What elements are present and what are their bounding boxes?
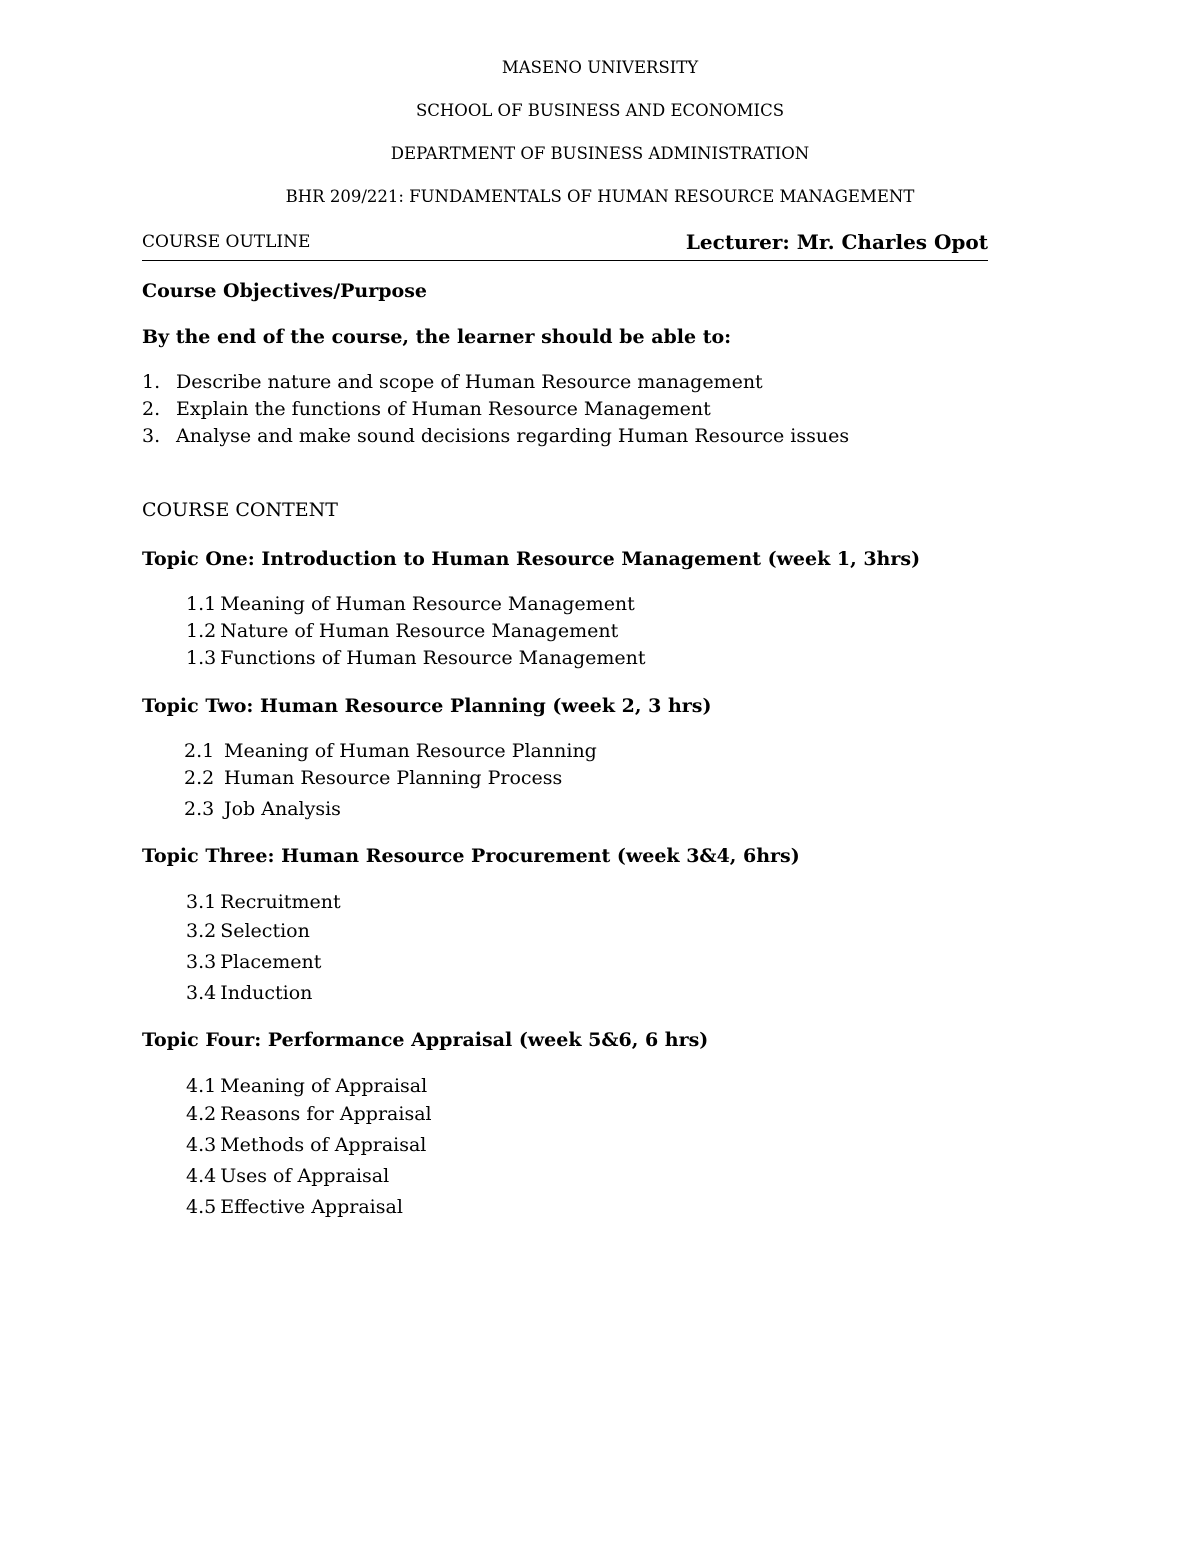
topic-one-title: Topic One: Introduction to Human Resource Management (week 1, 3hrs)	[142, 548, 921, 570]
list-item: 3.4 Induction	[186, 982, 313, 1004]
course-content-heading: COURSE CONTENT	[142, 499, 338, 521]
department-title: DEPARTMENT OF BUSINESS ADMINISTRATION	[390, 144, 810, 163]
topic-one-list	[186, 593, 986, 674]
list-item: 4.5 Effective Appraisal	[186, 1196, 403, 1218]
list-item: 4.4 Uses of Appraisal	[186, 1165, 390, 1187]
list-item: 2.3 Job Analysis	[184, 798, 341, 820]
topic-three-list	[186, 891, 986, 1009]
topic-two-title: Topic Two: Human Resource Planning (week 2, 3 hrs)	[142, 695, 712, 717]
list-item: 3.2 Selection	[186, 920, 310, 942]
objectives-list	[142, 371, 1042, 452]
course-outline-label: COURSE OUTLINE	[142, 232, 311, 252]
list-item: 1.2 Nature of Human Resource Management	[186, 620, 619, 642]
university-title: MASENO UNIVERSITY	[501, 58, 699, 77]
list-item: 2.1 Meaning of Human Resource Planning	[184, 740, 597, 762]
course-outline-row	[142, 232, 988, 261]
topic-four-title: Topic Four: Performance Appraisal (week 5&6, 6 hrs)	[142, 1029, 709, 1051]
topic-three-title: Topic Three: Human Resource Procurement (week 3&4, 6hrs)	[142, 845, 800, 867]
topic-two-list	[184, 740, 984, 825]
list-item: 1.1 Meaning of Human Resource Management	[186, 593, 635, 615]
list-item: 3. Analyse and make sound decisions regarding Human Resource issues	[142, 425, 850, 447]
list-item: 1. Describe nature and scope of Human Resource management	[142, 371, 763, 393]
list-item: 1.3 Functions of Human Resource Management	[186, 647, 646, 669]
list-item: 4.3 Methods of Appraisal	[186, 1134, 427, 1156]
topic-four-list	[186, 1075, 986, 1223]
list-item: 2. Explain the functions of Human Resource Management	[142, 398, 711, 420]
objectives-intro: By the end of the course, the learner should be able to:	[142, 326, 732, 348]
objectives-heading: Course Objectives/Purpose	[142, 280, 427, 302]
school-title: SCHOOL OF BUSINESS AND ECONOMICS	[415, 101, 785, 120]
list-item: 3.3 Placement	[186, 951, 322, 973]
course-title: BHR 209/221: FUNDAMENTALS OF HUMAN RESOURCE MANAGEMENT	[285, 187, 915, 206]
list-item: 4.2 Reasons for Appraisal	[186, 1103, 432, 1125]
list-item: 4.1 Meaning of Appraisal	[186, 1075, 428, 1097]
list-item: 2.2 Human Resource Planning Process	[184, 767, 563, 789]
list-item: 3.1 Recruitment	[186, 891, 341, 913]
lecturer-name: Lecturer: Mr. Charles Opot	[685, 230, 988, 254]
